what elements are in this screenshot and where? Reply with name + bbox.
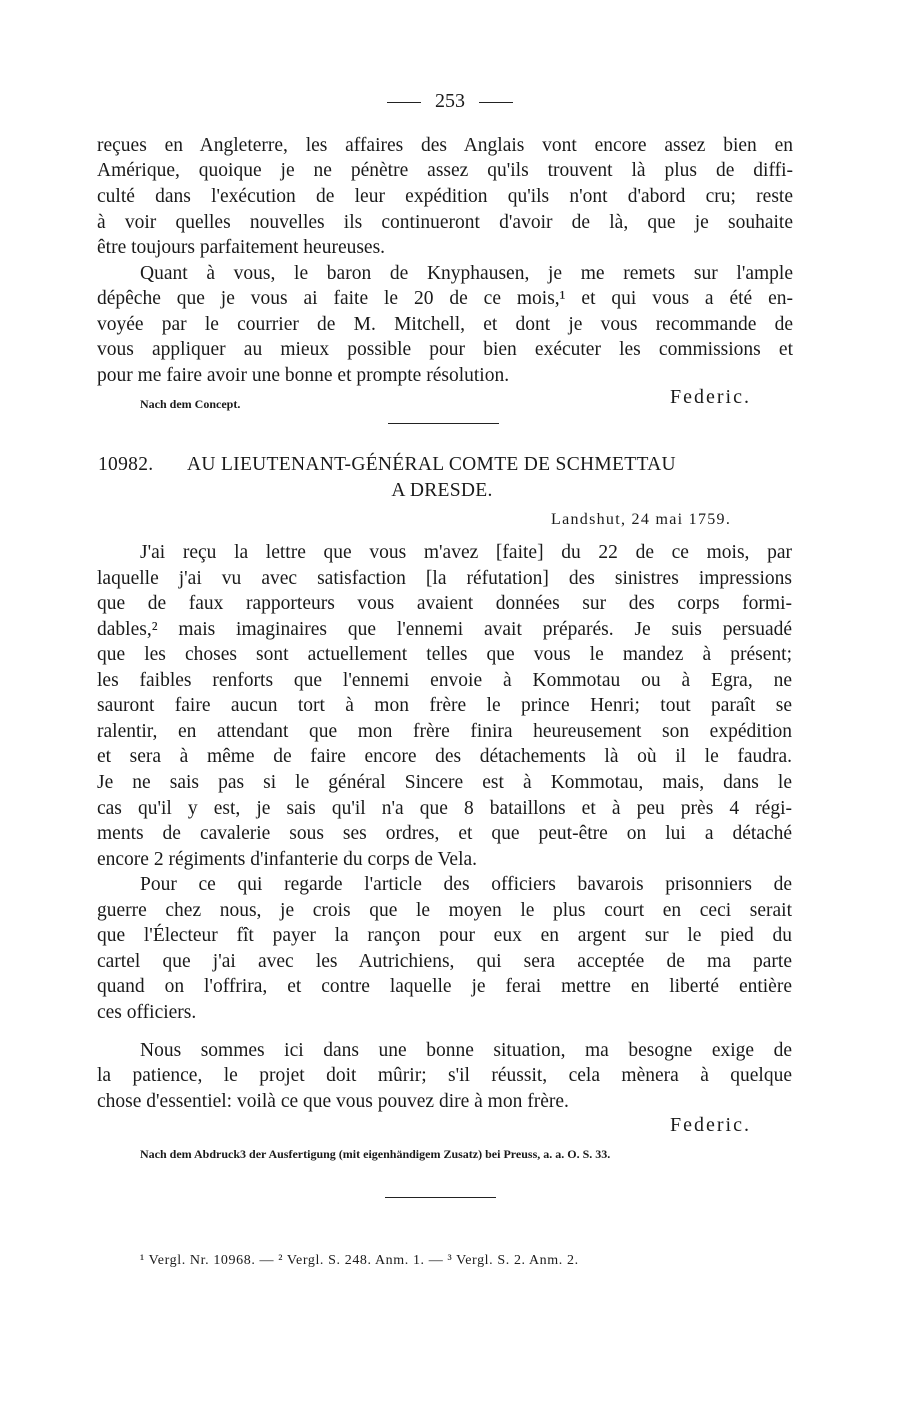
text-line: laquelle j'ai vu avec satisfaction [la réfutation] des sinistres impressions xyxy=(97,568,792,589)
text-line: Je ne sais pas si le général Sincere est à Kommotau, mais, dans le xyxy=(97,772,792,793)
text-line: ralentir, en attendant que mon frère finira heureusement son expédition xyxy=(97,721,792,742)
text-line: Nous sommes ici dans une bonne situation, ma besogne exige de xyxy=(140,1040,792,1061)
text-line: ces officiers. xyxy=(97,1002,197,1023)
text-line: cas qu'il y est, je sais qu'il n'a que 8 bataillons et à peu près 4 régi- xyxy=(97,798,792,819)
dateline: Landshut, 24 mai 1759. xyxy=(551,511,732,528)
text-line: chose d'essentiel: voilà ce que vous pouvez dire à mon frère. xyxy=(97,1091,569,1112)
signature: Federic. xyxy=(670,1114,751,1136)
signature: Federic. xyxy=(670,386,751,408)
letter-heading-line-2: A DRESDE. xyxy=(391,480,493,501)
text-line: sauront faire aucun tort à mon frère le prince Henri; tout paraît se xyxy=(97,695,792,716)
footnotes: ¹ Vergl. Nr. 10968. — ² Vergl. S. 248. Anm. 1. — ³ Vergl. S. 2. Anm. 2. xyxy=(140,1253,579,1268)
text-line: et sera à même de faire encore des détachements là où il le faudra. xyxy=(97,746,792,767)
letter-heading-line-1: AU LIEUTENANT-GÉNÉRAL COMTE DE SCHMETTAU xyxy=(187,454,676,475)
text-line: que les choses sont actuellement telles que vous le mandez à présent; xyxy=(97,644,792,665)
text-line: les faibles renforts que l'ennemi envoie à Kommotau ou à Egra, ne xyxy=(97,670,792,691)
footnote-divider xyxy=(385,1197,496,1198)
text-line: pour me faire avoir une bonne et prompte résolution. xyxy=(97,365,510,386)
text-line: voyée par le courrier de M. Mitchell, et dont je vous recommande de xyxy=(97,314,793,335)
text-line: que de faux rapporteurs vous avaient données sur des corps formi- xyxy=(97,593,792,614)
text-line: ments de cavalerie sous ses ordres, et que peut-être on lui a détaché xyxy=(97,823,792,844)
text-line: cartel que j'ai avec les Autrichiens, qui sera acceptée de ma parte xyxy=(97,951,792,972)
text-line: vous appliquer au mieux possible pour bien exécuter les commissions et xyxy=(97,339,793,360)
text-line: quand on l'offrira, et contre laquelle je ferai mettre en liberté entière xyxy=(97,976,792,997)
text-line: encore 2 régiments d'infanterie du corps de Vela. xyxy=(97,849,478,870)
text-line: à voir quelles nouvelles ils continueront d'avoir de là, que je souhaite xyxy=(97,212,793,233)
text-line: culté dans l'exécution de leur expédition qu'ils n'ont d'abord cru; reste xyxy=(97,186,793,207)
source-note: Nach dem Abdruck3 der Ausfertigung (mit eigenhändigem Zusatz) bei Preuss, a. a. O. S. 33. xyxy=(140,1147,611,1161)
text-line: dépêche que je vous ai faite le 20 de ce mois,¹ et qui vous a été en- xyxy=(97,288,793,309)
section-divider xyxy=(388,423,499,424)
letter-number: 10982. xyxy=(98,454,154,475)
page-number: 253 xyxy=(360,90,540,113)
text-line: Pour ce qui regarde l'article des officiers bavarois prisonniers de xyxy=(140,874,792,895)
text-line: dables,² mais imaginaires que l'ennemi avait préparés. Je suis persuadé xyxy=(97,619,792,640)
source-note: Nach dem Concept. xyxy=(140,397,241,411)
text-line: guerre chez nous, je crois que le moyen le plus court en ceci serait xyxy=(97,900,792,921)
text-line: reçues en Angleterre, les affaires des Anglais vont encore assez bien en xyxy=(97,135,793,156)
text-line: J'ai reçu la lettre que vous m'avez [faite] du 22 de ce mois, par xyxy=(140,542,792,563)
text-line: Quant à vous, le baron de Knyphausen, je me remets sur l'ample xyxy=(140,263,793,284)
text-line: Amérique, quoique je ne pénètre assez qu'ils trouvent là plus de diffi- xyxy=(97,160,793,181)
text-line: que l'Électeur fît payer la rançon pour eux en argent sur le pied du xyxy=(97,925,792,946)
text-line: la patience, le projet doit mûrir; s'il réussit, cela mènera à quelque xyxy=(97,1065,792,1086)
text-line: être toujours parfaitement heureuses. xyxy=(97,237,386,258)
